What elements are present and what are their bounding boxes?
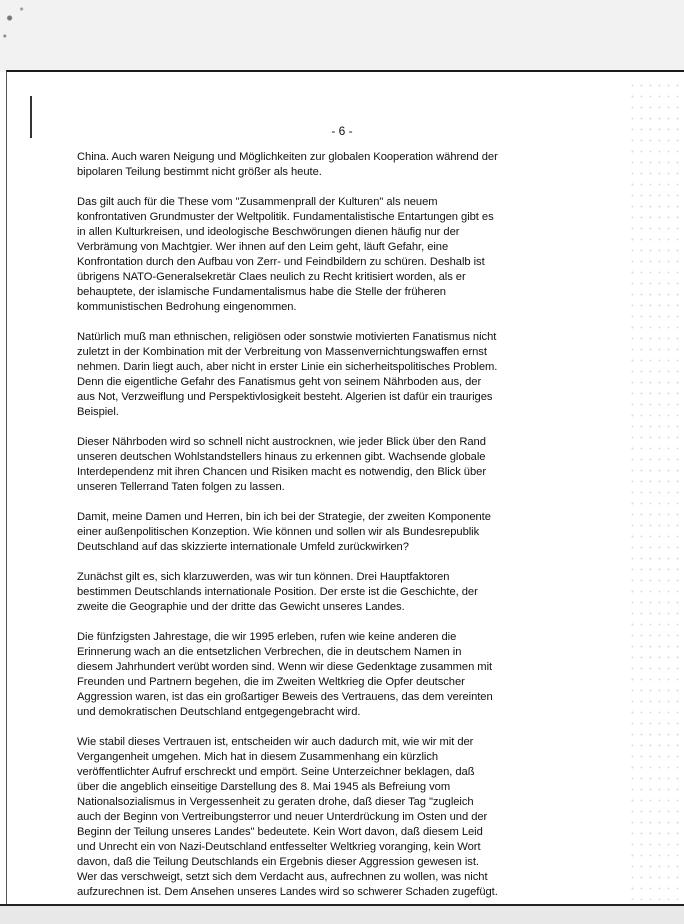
paragraph <box>77 435 517 495</box>
text-line: diesem Jahrhundert verübt worden sind. Wenn wir diese Gedenktage zusammen mit <box>77 661 493 673</box>
text-line: Deutschland auf das skizzierte internationale Umfeld zurückwirken? <box>77 541 409 553</box>
text-line: veröffentlichter Aufruf erschreckt und empört. Seine Unterzeichner beklagen, daß <box>77 766 475 778</box>
paragraph <box>77 330 517 420</box>
scan-bottom-edge <box>0 904 684 924</box>
text-line: auch der Beginn von Vertreibungsterror und neuer Unterdrückung im Osten und der <box>77 811 488 823</box>
scan-noise <box>628 80 684 900</box>
text-line: Nationalsozialismus in Vergessenheit zu geraten drohe, daß dieser Tag "zugleich <box>77 796 474 808</box>
text-line: und demokratischen Deutschland entgegengebracht wird. <box>77 706 361 718</box>
paragraph <box>77 150 517 180</box>
scan-top-edge <box>0 0 684 72</box>
text-line: davon, daß die Teilung Deutschlands ein Ergebnis dieser Aggression gewesen ist. <box>77 856 479 868</box>
paragraph <box>77 570 517 615</box>
text-line: Beginn der Teilung unseres Landes" bedeutete. Kein Wort davon, daß diesem Leid <box>77 826 483 838</box>
paragraph <box>77 630 517 720</box>
text-line: Damit, meine Damen und Herren, bin ich bei der Strategie, der zweiten Komponente <box>77 511 491 523</box>
text-line: Die fünfzigsten Jahrestage, die wir 1995 erleben, rufen wie keine anderen die <box>77 631 457 643</box>
text-line: Wie stabil dieses Vertrauen ist, entscheiden wir auch dadurch mit, wie wir mit der <box>77 736 474 748</box>
text-line: Zunächst gilt es, sich klarzuwerden, was wir tun können. Drei Hauptfaktoren <box>77 571 450 583</box>
text-line: Erinnerung wach an die entsetzlichen Verbrechen, die in deutschem Namen in <box>77 646 462 658</box>
text-line: China. Auch waren Neigung und Möglichkeiten zur globalen Kooperation während der <box>77 151 498 163</box>
text-line: in allen Kulturkreisen, und ideologische Beschwörungen dienen häufig nur der <box>77 226 460 238</box>
text-line: kommunistischen Bedrohung eingenommen. <box>77 301 297 313</box>
text-line: aus Not, Verzweiflung und Perspektivlosigkeit besteht. Algerien ist dafür ein trauriges <box>77 391 493 403</box>
text-line: unseren Tellerrand Taten folgen zu lassen. <box>77 481 285 493</box>
text-line: aufzurechnen ist. Dem Ansehen unseres Landes wird so schwerer Schaden zugefügt. <box>77 886 498 898</box>
text-line: behauptete, der islamische Fundamentalismus habe die Stelle der früheren <box>77 286 446 298</box>
text-line: Vergangenheit umgehen. Mich hat in diesem Zusammenhang ein kürzlich <box>77 751 439 763</box>
text-line: Konfrontation durch den Aufbau von Zerr- und Feindbildern zu schüren. Deshalb ist <box>77 256 485 268</box>
text-line: bipolaren Teilung bestimmt nicht größer als heute. <box>77 166 322 178</box>
text-line: Das gilt auch für die These vom "Zusammenprall der Kulturen" als neuem <box>77 196 438 208</box>
text-line: Verbrämung von Machtgier. Wer ihnen auf den Leim geht, läuft Gefahr, eine <box>77 241 449 253</box>
text-line: und Unrecht ein von Nazi-Deutschland entfesselter Weltkrieg voranging, kein Wort <box>77 841 481 853</box>
text-line: unseren deutschen Wohlstandstellers hinaus zu erkennen gibt. Wachsende globale <box>77 451 486 463</box>
text-line: bestimmen Deutschlands internationale Position. Der erste ist die Geschichte, der <box>77 586 478 598</box>
paragraph <box>77 195 517 315</box>
text-line: zweite die Geographie und der dritte das Gewicht unseres Landes. <box>77 601 405 613</box>
text-line: einer außenpolitischen Konzeption. Wie können und sollen wir als Bundesrepublik <box>77 526 480 538</box>
text-line: Beispiel. <box>77 406 119 418</box>
page-number: - 6 - <box>331 124 353 138</box>
document-body <box>77 150 517 915</box>
paragraph <box>77 510 517 555</box>
text-line: konfrontativen Grundmuster der Weltpolitik. Fundamentalistische Entartungen gibt es <box>77 211 494 223</box>
text-line: zuletzt in der Kombination mit der Verbreitung von Massenvernichtungswaffen ernst <box>77 346 487 358</box>
text-line: Dieser Nährboden wird so schnell nicht austrocknen, wie jeder Blick über den Rand <box>77 436 486 448</box>
text-line: Natürlich muß man ethnischen, religiösen oder sonstwie motivierten Fanatismus nicht <box>77 331 497 343</box>
text-line: Wer das verschweigt, setzt sich dem Verdacht aus, aufrechnen zu wollen, was nicht <box>77 871 488 883</box>
text-line: Interdependenz mit ihren Chancen und Risiken macht es notwendig, den Blick über <box>77 466 486 478</box>
text-line: Freunden und Partnern begehen, die im Zweiten Weltkrieg die Opfer deutscher <box>77 676 465 688</box>
text-line: Denn die eigentliche Gefahr des Fanatismus geht von seinem Nährboden aus, der <box>77 376 482 388</box>
scan-corner-marks <box>0 0 48 60</box>
paragraph <box>77 735 517 900</box>
text-line: über die angeblich einseitige Darstellung des 8. Mai 1945 als Befreiung vom <box>77 781 451 793</box>
text-line: übrigens NATO-Generalsekretär Claes neulich zu Recht kritisiert worden, als er <box>77 271 466 283</box>
text-line: nehmen. Darin liegt auch, aber nicht in erster Linie ein sicherheitspolitisches Problem. <box>77 361 498 373</box>
text-line: Aggression waren, ist das ein großartiger Beweis des Vertrauens, das dem vereinten <box>77 691 493 703</box>
